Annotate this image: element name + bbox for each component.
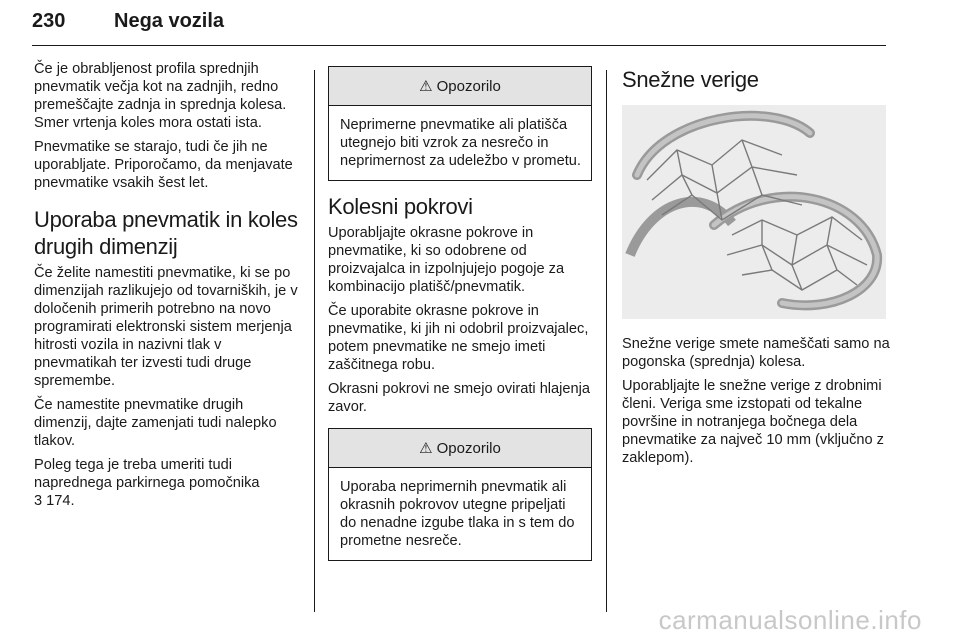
warning-triangle-icon: ⚠ [419,440,433,457]
paragraph: Snežne verige smete nameščati samo na pogonska (sprednja) kolesa. [622,336,890,370]
watermark: carmanualsonline.info [658,605,922,635]
warning-text: Neprimerne pnevmatike ali platišča utegnejo biti vzrok za nesrečo in neprimernost za udeležbo v prometu. [340,117,581,169]
column-divider-right [606,70,607,612]
warning-body [329,106,591,180]
warning-text: Uporaba neprimernih pnevmatik ali okrasnih pokrovov utegne pripeljati do nenadne izgube tlaka in s tem do prometne nesreče. [340,479,575,549]
column-right [622,66,890,473]
warning-box [328,66,592,181]
section-heading: Uporaba pnevmatik in koles drugih dimenzij [34,207,298,259]
paragraph: Pnevmatike se starajo, tudi če jih ne uporabljate. Priporočamo, da menjavate pnevmatike vsakih šest let. [34,139,293,191]
paragraph: Če je obrabljenost profila sprednjih pnevmatik večja kot na zadnjih, redno premeščajte zadnja in sprednja kolesa. Smer vrtenja koles mora ostati ista. [34,61,287,131]
paragraph: Če želite namestiti pnevmatike, ki se po dimenzijah razlikujejo od tovarniških, je v določenih primerih potrebno na novo programirati elektronski sistem merjenja hitrosti vozila in nazivni tlak v pnevmatikah ter izvesti tudi druge spremembe. [34,265,298,389]
page-reference-link[interactable]: 3 174. [34,493,75,509]
warning-title: Opozorilo [436,439,501,457]
paragraph: Okrasni pokrovi ne smejo ovirati hlajenja zavor. [328,381,590,415]
column-middle [328,66,592,573]
warning-triangle-icon: ⚠ [419,78,433,95]
warning-header [329,429,591,468]
paragraph: Uporabljajte okrasne pokrove in pnevmatike, ki so odobrene od proizvajalca in izpolnjujejo pogoje za kombinacijo platišč/pnevmatik. [328,225,565,295]
paragraph: Če uporabite okrasne pokrove in pnevmatike, ki jih ni odobril proizvajalec, potem pnevmatike ne smejo imeti zaščitnega robu. [328,303,589,373]
paragraph-text: Poleg tega je treba umeriti tudi naprednega parkirnega pomočnika [34,457,260,491]
page-title: Nega vozila [114,10,225,32]
warning-header [329,67,591,106]
section-heading: Kolesni pokrovi [328,194,473,219]
snow-chains-illustration [622,105,886,319]
page-header [32,4,886,44]
paragraph [34,456,302,510]
warning-box [328,428,592,561]
warning-body [329,468,591,560]
page-number: 230 [32,10,66,32]
paragraph: Uporabljajte le snežne verige z drobnimi členi. Veriga sme izstopati od tekalne površine in notranjega bočnega dela pnevmatike za največ 10 mm (vključno z zaklepom). [622,378,884,466]
paragraph: Če namestite pnevmatike drugih dimenzij, dajte zamenjati tudi nalepko tlakov. [34,397,277,449]
warning-title: Opozorilo [436,77,501,95]
header-divider [32,45,886,46]
column-left [34,60,302,516]
column-divider-left [314,70,315,612]
section-heading: Snežne verige [622,67,759,92]
